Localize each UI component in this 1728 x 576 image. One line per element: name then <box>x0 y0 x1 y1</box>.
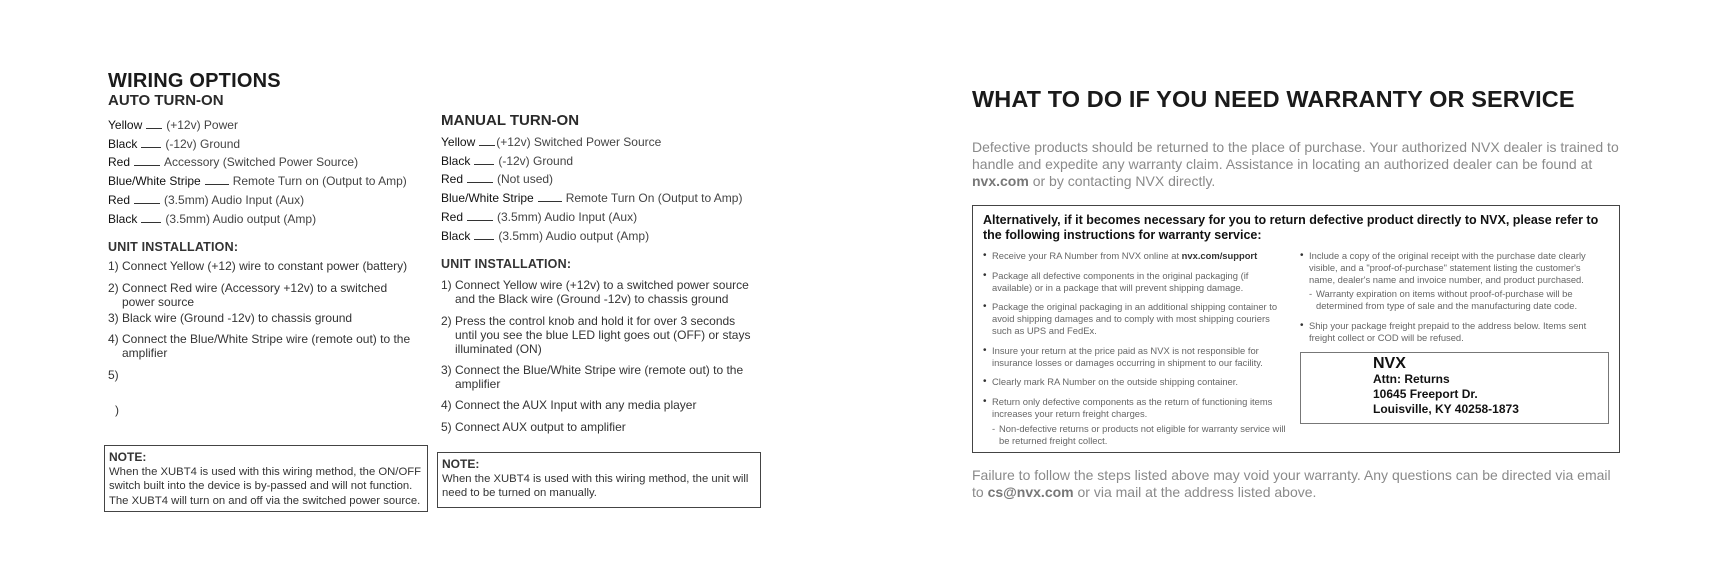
dash-icon: - <box>992 422 996 434</box>
bullet-icon: • <box>1300 250 1304 261</box>
install-step: 4) Connect the Blue/White Stripe wire (remote out) to the amplifier <box>108 332 411 361</box>
bullet-icon: • <box>1300 319 1304 331</box>
bullet-item: • Include a copy of the original receipt with the purchase date clearly visible, and a "proof-of-purchase" statement listing the customer's name, dealer's name and invoice number, and product purchased. <box>1300 250 1586 285</box>
bullet-icon: • <box>983 301 987 313</box>
warranty-intro: Defective products should be returned to the place of purchase. Your authorized NVX dealer is trained to handle and expedite any warranty claim. Assistance in locating an authorized dealer can be found at nvx.com or by contacting NVX directly. <box>972 139 1619 189</box>
bullet-item: • Package all defective components in the original packaging (if available) or in a package that will prevent shipping damage. <box>983 269 1249 293</box>
wire-row: Blue/White Stripe Remote Turn on (Output to Amp) <box>108 174 407 189</box>
install-step: 2) Connect Red wire (Accessory +12v) to a switched power source <box>108 281 388 310</box>
wire-row: Black (3.5mm) Audio output (Amp) <box>441 228 650 243</box>
box-columns <box>983 250 1609 446</box>
bullet-icon: • <box>983 250 987 261</box>
wire-row: Red (Not used) <box>441 172 554 187</box>
address-street: 10645 Freeport Dr. <box>1373 386 1478 401</box>
bullet-item: • Return only defective components as the return of functioning items increases your return freight charges. <box>983 396 1273 419</box>
wire-row: Red (3.5mm) Audio Input (Aux) <box>108 192 305 207</box>
install-step: 5) <box>108 368 119 383</box>
wire-row: Yellow (+12v) Power <box>108 118 238 132</box>
support-link[interactable]: nvx.com/support <box>1181 250 1258 261</box>
install-step: 5) Connect AUX output to amplifier <box>441 420 626 435</box>
manual-note-text: When the XUBT4 is used with this wiring method, the unit will need to be turned on manually. <box>442 473 749 500</box>
manual-note-box <box>437 452 761 508</box>
manual-turn-on-section <box>441 112 761 434</box>
wire-row: Yellow (+12v) Switched Power Source <box>441 135 662 149</box>
address-attn: Attn: Returns <box>1373 371 1450 386</box>
wire-row: Black (-12v) Ground <box>108 136 241 151</box>
auto-install-steps <box>108 259 428 382</box>
dash-icon: - <box>1309 288 1313 300</box>
auto-note-text: When the XUBT4 is used with this wiring method, the ON/OFF switch built into the device is by-passed and will not function. The XUBT4 will turn on and off via the switched power source. <box>109 466 422 507</box>
auto-wire-list <box>108 116 428 228</box>
warranty-title: WHAT TO DO IF YOU NEED WARRANTY OR SERVICE <box>972 86 1575 112</box>
install-step: 1) Connect Yellow (+12) wire to constant power (battery) <box>108 259 408 274</box>
manual-install-steps <box>441 278 761 434</box>
bullet-item: • Insure your return at the price paid as NVX is not responsible for insurance losses or damages occurring in shipment to our facility. <box>983 344 1263 368</box>
nvx-link[interactable]: nvx.com <box>972 173 1029 189</box>
wire-row: Red Accessory (Switched Power Source) <box>108 155 359 170</box>
manual-wire-list <box>441 133 761 245</box>
auto-note-title: NOTE: <box>109 450 147 464</box>
sub-note: - Warranty expiration on items without proof-of-purchase will be determined from type of sale and the manufacturing date code. <box>1309 288 1578 312</box>
install-step: 4) Connect the AUX Input with any media player <box>441 398 697 413</box>
warranty-section <box>972 86 1632 501</box>
return-address <box>1300 352 1609 424</box>
address-name: NVX <box>1373 354 1406 372</box>
wire-row: Black (-12v) Ground <box>441 153 574 168</box>
address-city: Louisville, KY 40258-1873 <box>1373 401 1519 416</box>
box-right-column <box>1300 250 1609 446</box>
support-email-link[interactable]: cs@nvx.com <box>987 484 1074 501</box>
install-step: 1) Connect Yellow wire (+12v) to a switched power source and the Black wire (Ground -12v) to chassis ground <box>441 278 749 307</box>
install-step: 3) Connect the Blue/White Stripe wire (remote out) to the amplifier <box>441 363 744 392</box>
auto-note-box <box>104 445 428 512</box>
bullet-icon: • <box>983 269 987 281</box>
auto-turn-on-title: AUTO TURN-ON <box>108 92 224 109</box>
bullet-item: • Clearly mark RA Number on the outside shipping container. <box>983 376 1238 388</box>
auto-install-title: UNIT INSTALLATION: <box>108 240 239 255</box>
warranty-footer: Failure to follow the steps listed above may void your warranty. Any questions can be directed via email to cs@nvx.com or via mail at the address listed above. <box>972 467 1611 501</box>
warranty-instructions-box <box>972 205 1620 453</box>
bullet-item: • Receive your RA Number from NVX online at nvx.com/support <box>983 250 1258 261</box>
stray-paren: ) <box>115 403 119 418</box>
bullet-item: • Ship your package freight prepaid to the address below. Items sent freight collect or COD will be refused. <box>1300 319 1587 343</box>
wiring-options-title: WIRING OPTIONS <box>108 70 281 92</box>
manual-note-title: NOTE: <box>442 457 480 471</box>
manual-install-title: UNIT INSTALLATION: <box>441 257 572 272</box>
box-heading: Alternatively, if it becomes necessary for you to return defective product directly to NVX, please refer to the following instructions for warranty service: <box>983 213 1599 242</box>
auto-turn-on-section <box>108 70 428 417</box>
install-step: 3) Black wire (Ground -12v) to chassis ground <box>108 311 353 326</box>
sub-note: - Non-defective returns or products not eligible for warranty service will be returned freight collect. <box>992 422 1286 446</box>
manual-turn-on-title: MANUAL TURN-ON <box>441 112 580 129</box>
bullet-icon: • <box>983 344 987 356</box>
wire-row: Blue/White Stripe Remote Turn On (Output to Amp) <box>441 191 743 206</box>
install-step: 2) Press the control knob and hold it for over 3 seconds until you see the blue LED light goes out (OFF) or stays illuminated (ON) <box>441 314 751 357</box>
bullet-icon: • <box>983 376 987 388</box>
box-left-column <box>983 250 1290 446</box>
bullet-icon: • <box>983 396 987 408</box>
wire-row: Black (3.5mm) Audio output (Amp) <box>108 211 317 226</box>
bullet-item: • Package the original packaging in an additional shipping container to avoid shipping damages and to comply with most shipping couriers such as UPS and FedEx. <box>983 301 1278 336</box>
wire-row: Red (3.5mm) Audio Input (Aux) <box>441 209 638 224</box>
